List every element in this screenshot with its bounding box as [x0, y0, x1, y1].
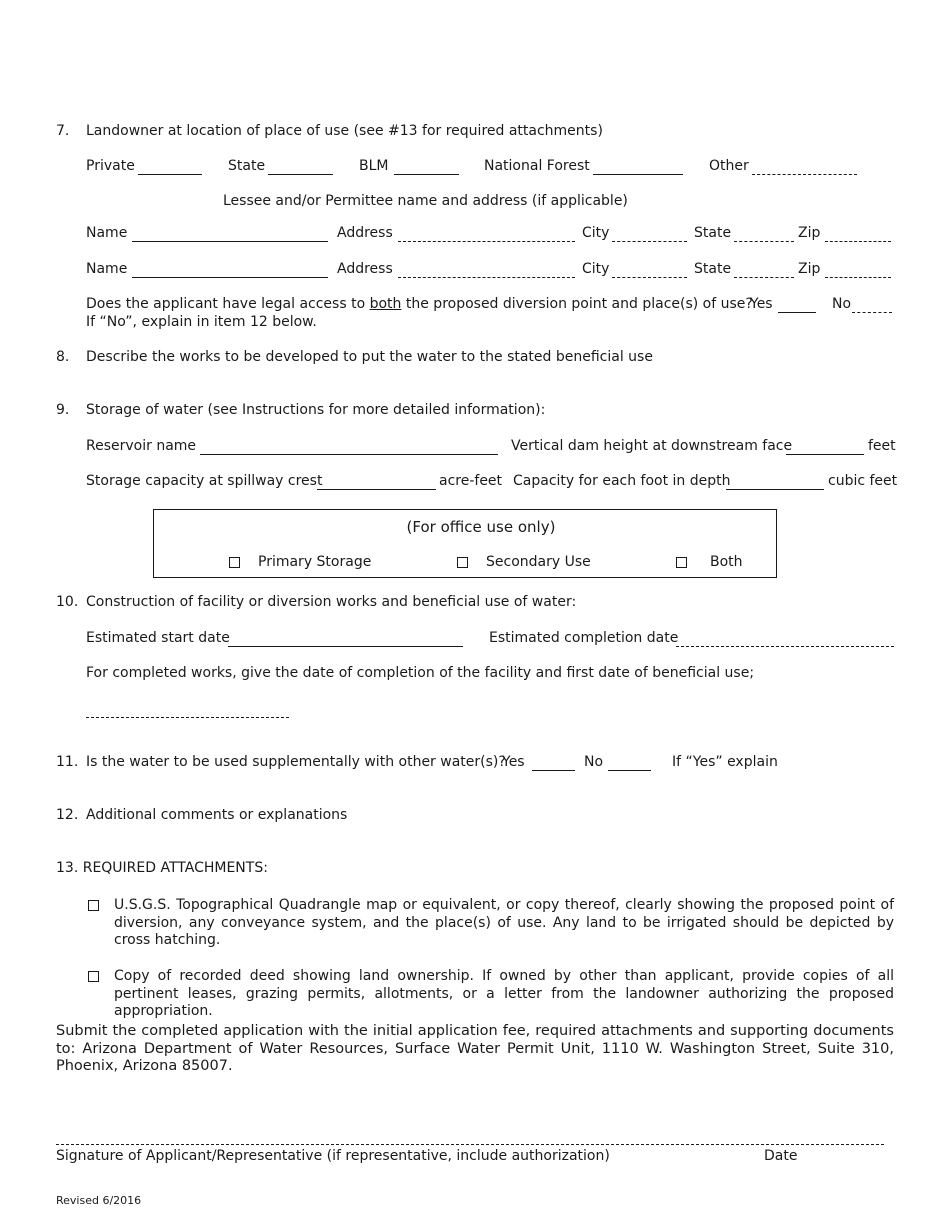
q8-title: Describe the works to be developed to put the water to the stated beneficial use — [86, 349, 653, 365]
lessee2-city-field[interactable] — [612, 263, 687, 278]
attachment-map-text: U.S.G.S. Topographical Quadrangle map or equivalent, or copy thereof, clearly showing the proposed point of diversion, any conveyance system, and the place(s) of use. Any land to be irrigated should be depicted by cross hatching. — [114, 897, 894, 948]
dam-height-field[interactable] — [786, 440, 864, 455]
access-no-field[interactable] — [852, 298, 892, 313]
q11-yes-field[interactable] — [532, 756, 575, 771]
lessee1-zip-field[interactable] — [825, 227, 891, 242]
lessee2-state-field[interactable] — [734, 263, 794, 278]
both-label: Both — [710, 554, 743, 570]
lessee2-address-field[interactable] — [398, 263, 575, 278]
capacity-per-foot-label: Capacity for each foot in depth — [513, 473, 731, 489]
national-forest-field[interactable] — [593, 160, 683, 175]
lessee1-name-label: Name — [86, 225, 128, 241]
q12-title: Additional comments or explanations — [86, 807, 348, 823]
access-explain-note: If “No”, explain in item 12 below. — [86, 314, 317, 330]
q13-title: 13. REQUIRED ATTACHMENTS: — [56, 860, 268, 876]
attachment-map-checkbox[interactable] — [88, 900, 99, 911]
storage-capacity-field[interactable] — [317, 475, 436, 490]
state-field[interactable] — [268, 160, 333, 175]
both-checkbox[interactable] — [676, 557, 687, 568]
attachment-deed-text: Copy of recorded deed showing land ownership. If owned by other than applicant, provide copies of all pertinent leases, grazing permits, allotments, or a letter from the landowner authorizing the proposed appropriation. — [114, 968, 894, 1019]
lessee1-address-label: Address — [337, 225, 393, 241]
start-date-field[interactable] — [228, 632, 463, 647]
completion-date-label: Estimated completion date — [489, 630, 679, 646]
q11-explain-label: If “Yes” explain — [672, 754, 778, 770]
revised-footer: Revised 6/2016 — [56, 1194, 142, 1207]
dam-height-unit: feet — [868, 438, 896, 454]
lessee2-zip-field[interactable] — [825, 263, 891, 278]
q10-number: 10. — [56, 594, 79, 610]
q12-number: 12. — [56, 807, 79, 823]
storage-capacity-unit: acre-feet — [439, 473, 503, 489]
access-question-pre: Does the applicant have legal access to — [86, 296, 366, 312]
q11-no-field[interactable] — [608, 756, 651, 771]
signature-line[interactable] — [56, 1130, 884, 1145]
office-use-title: (For office use only) — [406, 518, 556, 536]
national-forest-label: National Forest — [484, 158, 590, 174]
q7-number: 7. — [56, 123, 70, 139]
lessee2-state-label: State — [694, 261, 732, 277]
storage-capacity-label: Storage capacity at spillway crest — [86, 473, 323, 489]
lessee2-name-field[interactable] — [132, 263, 328, 278]
completed-works-label: For completed works, give the date of completion of the facility and first date of beneficial use; — [86, 665, 755, 681]
secondary-use-checkbox[interactable] — [457, 557, 468, 568]
blm-field[interactable] — [394, 160, 459, 175]
state-label: State — [228, 158, 266, 174]
lessee1-address-field[interactable] — [398, 227, 575, 242]
signature-label: Signature of Applicant/Representative (if representative, include authorization) — [56, 1148, 610, 1164]
dam-height-label: Vertical dam height at downstream face — [511, 438, 793, 454]
submit-instructions: Submit the completed application with the initial application fee, required attachments and supporting documents to: Arizona Department of Water Resources, Surface Water Permit Unit, 1110 W. Washington Street, Suite 310, Phoenix, Arizona 85007. — [56, 1023, 894, 1074]
q8-number: 8. — [56, 349, 70, 365]
capacity-per-foot-unit: cubic feet — [828, 473, 898, 489]
lessee1-city-field[interactable] — [612, 227, 687, 242]
private-field[interactable] — [138, 160, 202, 175]
q11-yes-label: Yes — [502, 754, 525, 770]
capacity-per-foot-field[interactable] — [726, 475, 824, 490]
lessee-heading: Lessee and/or Permittee name and address (if applicable) — [223, 193, 628, 209]
lessee2-address-label: Address — [337, 261, 393, 277]
completed-works-field[interactable] — [86, 703, 289, 718]
primary-storage-label: Primary Storage — [258, 554, 372, 570]
signature-date-label: Date — [764, 1148, 798, 1164]
q9-title: Storage of water (see Instructions for more detailed information): — [86, 402, 546, 418]
completion-date-field[interactable] — [676, 632, 894, 647]
access-question-both: both — [369, 296, 402, 312]
access-question — [86, 296, 753, 313]
reservoir-name-label: Reservoir name — [86, 438, 197, 454]
lessee2-name-label: Name — [86, 261, 128, 277]
lessee1-name-field[interactable] — [132, 227, 328, 242]
primary-storage-checkbox[interactable] — [229, 557, 240, 568]
secondary-use-label: Secondary Use — [486, 554, 591, 570]
q11-no-label: No — [584, 754, 604, 770]
private-label: Private — [86, 158, 135, 174]
lessee2-city-label: City — [582, 261, 610, 277]
lessee2-zip-label: Zip — [798, 261, 821, 277]
access-yes-field[interactable] — [778, 298, 816, 313]
start-date-label: Estimated start date — [86, 630, 230, 646]
access-yes-label: Yes — [750, 296, 773, 312]
attachment-deed-checkbox[interactable] — [88, 971, 99, 982]
q10-title: Construction of facility or diversion works and beneficial use of water: — [86, 594, 577, 610]
reservoir-name-field[interactable] — [200, 440, 498, 455]
lessee1-state-label: State — [694, 225, 732, 241]
other-field[interactable] — [752, 160, 857, 175]
lessee1-zip-label: Zip — [798, 225, 821, 241]
q9-number: 9. — [56, 402, 70, 418]
q7-title: Landowner at location of place of use (see #13 for required attachments) — [86, 123, 603, 139]
blm-label: BLM — [359, 158, 389, 174]
q11-number: 11. — [56, 754, 79, 770]
access-no-label: No — [832, 296, 852, 312]
access-question-post: the proposed diversion point and place(s) of use? — [405, 296, 753, 312]
q11-title: Is the water to be used supplementally with other water(s)? — [86, 754, 506, 770]
other-label: Other — [709, 158, 749, 174]
lessee1-city-label: City — [582, 225, 610, 241]
lessee1-state-field[interactable] — [734, 227, 794, 242]
